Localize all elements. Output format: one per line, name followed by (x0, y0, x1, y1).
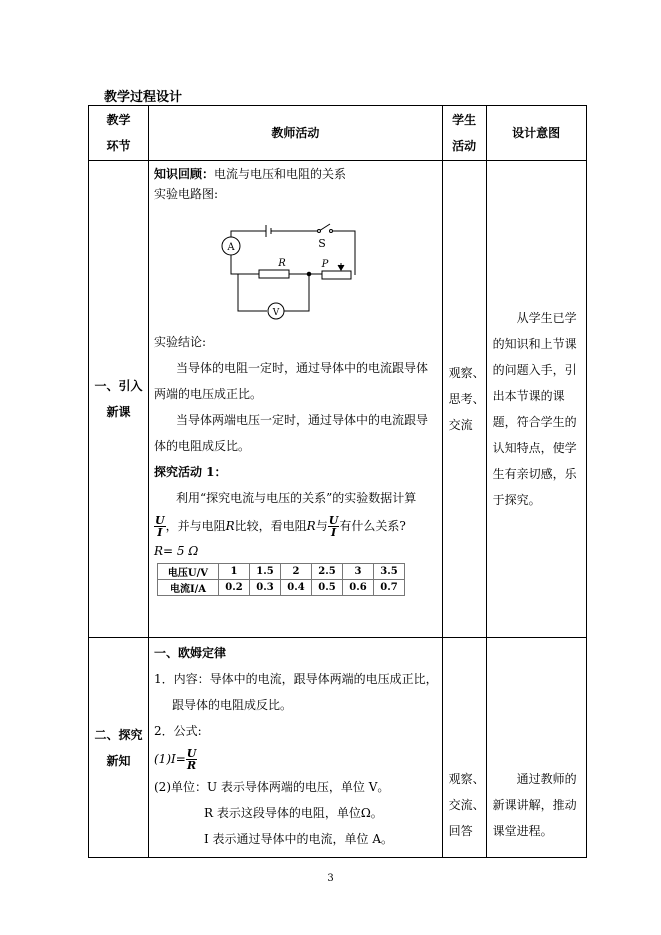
header-student-line1: 学生 (452, 113, 477, 127)
formula-label: 2．公式: (154, 724, 202, 738)
formula-numerator: U (186, 747, 197, 760)
stage-explore-line2: 新知 (106, 753, 131, 768)
ratio-denominator-2: I (330, 526, 337, 539)
header-student (442, 106, 486, 161)
activity-line1: 利用“探究电流与电压的关系”的实验数据计算 (176, 491, 417, 505)
content-line1: 1．内容：导体中的电流，跟导体两端的电压成正比， (154, 672, 438, 686)
formula-fraction (186, 748, 198, 771)
formula (154, 744, 438, 774)
stage-intro-line2: 新课 (106, 405, 131, 419)
activity-text-d: 有什么关系? (339, 519, 406, 533)
activity-r-1: R (225, 519, 235, 533)
unit-line3: I 表示通过导体中的电流，单位 A。 (204, 832, 394, 846)
stage-explore-line1: 二、探究 (94, 727, 143, 742)
header-stage-line2: 环节 (106, 139, 131, 153)
circuit-label: 实验电路图: (154, 187, 219, 201)
resistance-value: R= 5 Ω (154, 544, 199, 558)
student-activity-line: 交流、 (448, 798, 485, 812)
teacher-activity-explore (149, 638, 443, 858)
intent-explore-text: 通过教师的新课讲解，推动课堂进程。 (492, 772, 577, 838)
voltage-cell: 2.5 (312, 564, 343, 580)
unit-line1: (2)单位：U 表示导体两端的电压，单位 V。 (154, 780, 390, 794)
header-student-line2: 活动 (452, 139, 477, 153)
student-activity-line: 回答 (448, 824, 473, 838)
header-intent: 设计意图 (486, 106, 586, 161)
activity-line2 (154, 511, 438, 541)
ratio-denominator: I (157, 526, 163, 539)
ratio-numerator: U (155, 514, 165, 527)
conclusion-label: 实验结论: (154, 335, 207, 349)
voltage-cell: 1 (219, 564, 250, 580)
table-row-voltage (158, 564, 405, 580)
header-teacher: 教师活动 (149, 106, 443, 161)
teacher-activity-intro (149, 161, 443, 638)
content-line2: 跟导体的电阻成反比。 (172, 698, 293, 712)
current-cell: 0.3 (250, 580, 281, 596)
voltage-cell: 2 (281, 564, 312, 580)
student-activity-line: 思考、 (448, 392, 485, 406)
voltage-cell: 3 (343, 564, 374, 580)
ratio-numerator-2: U (328, 514, 339, 527)
stage-intro-line1: 一、引入 (94, 379, 143, 393)
table-row-current (158, 580, 405, 596)
student-activity-explore (442, 638, 486, 858)
voltage-cell: 3.5 (374, 564, 405, 580)
conclusion-1-line1: 当导体的电阻一定时，通过导体中的电流跟导体 (176, 361, 429, 375)
current-cell: 0.4 (281, 580, 312, 596)
intent-explore (486, 638, 586, 858)
rheostat-label: P (321, 259, 329, 270)
student-activity-line: 观察、 (448, 366, 485, 380)
intent-intro-text: 从学生已学的知识和上节课的问题入手，引出本节课的课题，符合学生的认知特点，使学生有亲切感，乐于探究。 (492, 311, 577, 507)
ratio-u-over-i-2 (328, 515, 340, 538)
student-activity-line: 观察、 (448, 772, 485, 786)
conclusion-2-line2: 体的电阻成反比。 (154, 439, 251, 453)
switch-label: S (318, 237, 326, 250)
activity-text-a: ，并与电阻 (165, 519, 226, 533)
law-title: 一、欧姆定律 (154, 646, 227, 660)
lesson-table (88, 105, 587, 858)
unit-line2: R 表示这段导体的电阻，单位Ω。 (204, 806, 383, 820)
header-stage-line1: 教学 (106, 113, 131, 127)
review-text: 电流与电压和电阻的关系 (214, 167, 347, 181)
stage-explore (89, 638, 149, 858)
intent-intro (486, 161, 586, 638)
conclusion-1-line2: 两端的电压成正比。 (154, 387, 263, 401)
voltage-label: 电压U/V (158, 564, 219, 580)
student-activity-intro (442, 161, 486, 638)
current-cell: 0.7 (374, 580, 405, 596)
current-cell: 0.5 (312, 580, 343, 596)
activity-r-2: R (306, 519, 316, 533)
formula-denominator: R (187, 759, 197, 772)
header-stage (89, 106, 149, 161)
page-heading: 教学过程设计 (104, 90, 183, 105)
activity-label: 探究活动 1： (154, 465, 227, 479)
current-cell: 0.6 (343, 580, 374, 596)
page-number: 3 (327, 873, 334, 884)
student-activity-line: 交流 (448, 418, 473, 432)
ratio-u-over-i (154, 515, 166, 538)
activity-text-c: 与 (315, 519, 328, 533)
voltmeter-label: V (272, 308, 280, 318)
circuit-diagram (154, 203, 424, 321)
ammeter-label: A (227, 242, 235, 253)
current-label: 电流I/A (158, 580, 219, 596)
formula-prefix: (1)I= (154, 752, 186, 766)
conclusion-2-line1: 当导体两端电压一定时，通过导体中的电流跟导 (176, 413, 429, 427)
activity-text-b: 比较，看电阻 (234, 519, 307, 533)
stage-intro (89, 161, 149, 638)
review-label: 知识回顾： (154, 167, 215, 181)
data-table (157, 563, 405, 596)
voltage-cell: 1.5 (250, 564, 281, 580)
resistor-label: R (278, 258, 286, 269)
current-cell: 0.2 (219, 580, 250, 596)
